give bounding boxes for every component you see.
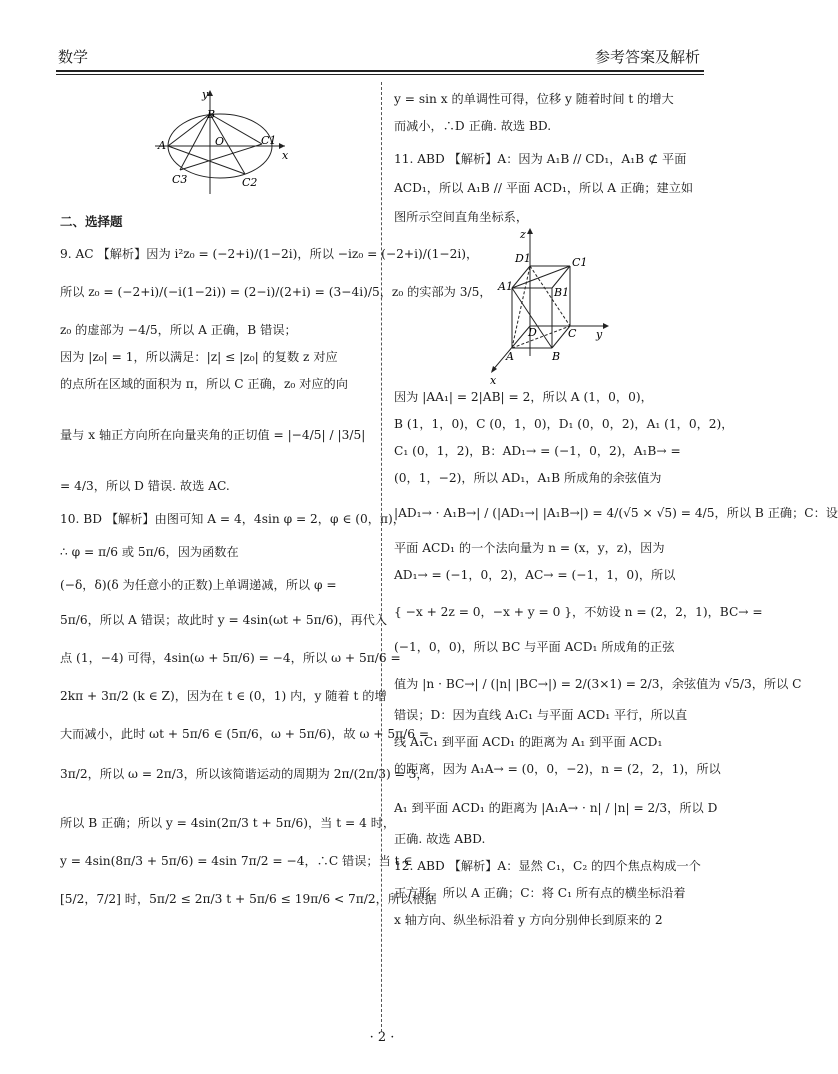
column-divider (381, 82, 382, 1032)
q11-line-8: |AD₁→ · A₁B→| / (|AD₁→| |A₁B→|) = 4/(√5 × √5) = 4/5，所以 B 正确；C：设 (394, 506, 838, 520)
q9-line-2: 所以 z₀ = (−2+i)/(−i(1−2i)) = (2−i)/(2+i) = (3−4i)/5，z₀ 的实部为 3/5， (60, 285, 492, 299)
fig2-label-C1: C1 (572, 256, 588, 269)
cuboid-figure (482, 226, 622, 386)
fig1-label-B: B (207, 108, 216, 121)
q11-line-14: 错误；D：因为直线 A₁C₁ 与平面 ACD₁ 平行，所以直 (394, 708, 688, 722)
q10-line-7: 大而减小，此时 ωt + 5π/6 ∈ (5π/6，ω + 5π/6)，故 ω + 5π/6 = (60, 727, 430, 741)
q10-cont-line-1: y = sin x 的单调性可得，位移 y 随着时间 t 的增大 (394, 92, 674, 106)
q9-line-1: 9. AC 【解析】因为 i²z₀ = (−2+i)/(1−2i)，所以 −iz₀ = (−2+i)/(1−2i)， (60, 247, 479, 261)
fig2-label-y: y (596, 328, 603, 341)
q10-cont-line-2: 而减小，∴D 正确. 故选 BD. (394, 119, 552, 133)
q11-line-10: AD₁→ = (−1，0，2)，AC→ = (−1，1，0)，所以 (394, 568, 676, 582)
q11-line-11: { −x + 2z = 0，−x + y = 0 }，不妨设 n = (2，2，1)，BC→ = (394, 605, 763, 619)
q10-line-6: 2kπ + 3π/2 (k ∈ Z)，因为在 t ∈ (0，1) 内，y 随着 t 的增 (60, 689, 387, 703)
header-subject: 数学 (58, 48, 89, 66)
fig2-label-B1: B1 (554, 286, 570, 299)
q9-line-5: 的点所在区域的面积为 π，所以 C 正确，z₀ 对应的向 (60, 377, 348, 391)
fig2-label-A: A (506, 350, 514, 363)
q10-line-8: 3π/2，所以 ω = 2π/3，所以该简谐运动的周期为 2π/(2π/3) = 3， (60, 767, 429, 781)
fig2-label-z: z (520, 228, 526, 241)
fig1-label-x: x (282, 149, 289, 162)
q12-line-2: 正方形，所以 A 正确；C：将 C₁ 所有点的横坐标沿着 (394, 886, 686, 900)
fig1-label-C1: C1 (261, 134, 277, 147)
q11-line-5: B (1，1，0)，C (0，1，0)，D₁ (0，0，2)，A₁ (1，0，2)， (394, 417, 734, 431)
q11-line-15: 线 A₁C₁ 到平面 ACD₁ 的距离为 A₁ 到平面 ACD₁ (394, 735, 663, 749)
q11-line-6: C₁ (0，1，2)，B：AD₁→ = (−1，0，2)，A₁B→ = (394, 444, 681, 458)
q9-line-3: z₀ 的虚部为 −4/5，所以 A 正确，B 错误； (60, 323, 297, 337)
fig2-label-B: B (552, 350, 561, 363)
q11-line-16: 的距离，因为 A₁A→ = (0，0，−2)，n = (2，2，1)，所以 (394, 762, 721, 776)
q11-line-9: 平面 ACD₁ 的一个法向量为 n = (x，y，z)，因为 (394, 541, 665, 555)
q11-line-4: 因为 |AA₁| = 2|AB| = 2，所以 A (1，0，0)， (394, 390, 653, 404)
fig1-label-A: A (158, 139, 166, 152)
q11-line-2: ACD₁，所以 A₁B // 平面 ACD₁，所以 A 正确；建立如 (394, 181, 694, 195)
q10-line-4: 5π/6，所以 A 错误；故此时 y = 4sin(ωt + 5π/6)，再代入 (60, 613, 388, 627)
fig2-label-D: D (528, 326, 537, 339)
fig1-label-C3: C3 (172, 173, 188, 186)
q10-line-10: y = 4sin(8π/3 + 5π/6) = 4sin 7π/2 = −4，∴C 错误；当 t ∈ (60, 854, 413, 868)
q11-line-1: 11. ABD 【解析】A：因为 A₁B // CD₁，A₁B ⊄ 平面 (394, 152, 687, 166)
right-column-bottom (394, 384, 838, 934)
q11-line-3: 图所示空间直角坐标系， (394, 210, 529, 224)
q10-line-2: ∴ φ = π/6 或 5π/6，因为函数在 (60, 545, 239, 559)
header-doc-title: 参考答案及解析 (594, 48, 700, 66)
q12-line-1: 12. ABD 【解析】A：显然 C₁，C₂ 的四个焦点构成一个 (394, 859, 701, 873)
header-rule (56, 70, 704, 72)
section-heading: 二、选择题 (60, 214, 123, 229)
q9-line-7: = 4/3，所以 D 错误. 故选 AC. (60, 479, 230, 493)
q10-line-1: 10. BD 【解析】由图可知 A = 4，4sin φ = 2，φ ∈ (0，π)， (60, 512, 405, 526)
fig1-label-C2: C2 (242, 176, 258, 189)
q12-line-3: x 轴方向、纵坐标沿着 y 方向分别伸长到原来的 2 (394, 913, 663, 927)
q11-line-17: A₁ 到平面 ACD₁ 的距离为 |A₁A→ · n| / |n| = 2/3，所以 D (394, 801, 718, 815)
fig2-label-A1: A1 (498, 280, 513, 293)
q9-line-4: 因为 |z₀| = 1，所以满足：|z| ≤ |z₀| 的复数 z 对应 (60, 350, 338, 364)
q10-line-11: [5/2，7/2] 时，5π/2 ≤ 2π/3 t + 5π/6 ≤ 19π/6 < 7π/2，所以根据 (60, 892, 437, 906)
fig2-label-C: C (568, 327, 577, 340)
q10-line-9: 所以 B 正确；所以 y = 4sin(2π/3 t + 5π/6)，当 t = 4 时， (60, 816, 396, 830)
q11-line-7: (0，1，−2)，所以 AD₁，A₁B 所成角的余弦值为 (394, 471, 662, 485)
fig2-label-x: x (490, 374, 497, 387)
ellipse-figure (150, 86, 300, 196)
q11-line-13: 值为 |n · BC→| / (|n| |BC→|) = 2/(3×1) = 2/3，余弦值为 √5/3，所以 C (394, 677, 802, 691)
q11-line-18: 正确. 故选 ABD. (394, 832, 486, 846)
fig2-label-D1: D1 (515, 252, 531, 265)
q10-line-3: (−δ，δ)(δ 为任意小的正数)上单调递减，所以 φ = (60, 578, 337, 592)
fig1-label-y: y (202, 88, 209, 101)
right-column-top (394, 86, 706, 231)
q10-line-5: 点 (1，−4) 可得，4sin(ω + 5π/6) = −4，所以 ω + 5π/6 = (60, 651, 401, 665)
page-number: · 2 · (369, 1030, 395, 1045)
q11-line-12: (−1，0，0)，所以 BC 与平面 ACD₁ 所成角的正弦 (394, 640, 675, 654)
fig1-label-O: O (215, 135, 225, 148)
q9-line-6: 量与 x 轴正方向所在向量夹角的正切值 = |−4/5| / |3/5| (60, 428, 366, 442)
header-rule-thin (56, 74, 704, 75)
